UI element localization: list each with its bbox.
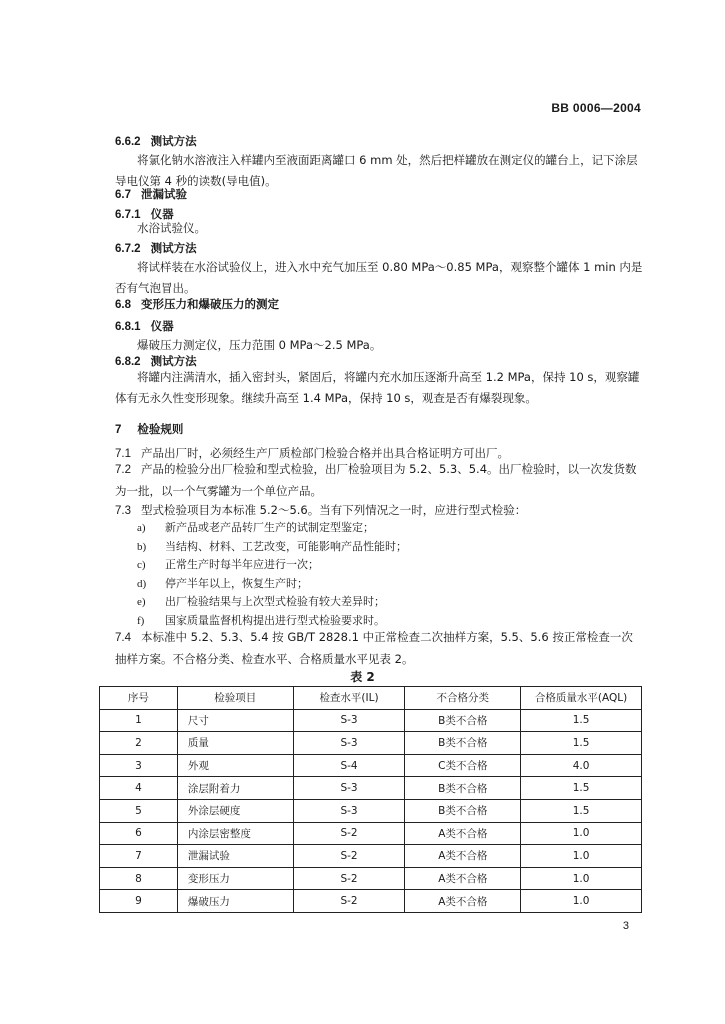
table-cell: S-4 bbox=[293, 754, 405, 777]
section-7-2: 7.2 产品的检验分出厂检验和型式检验，出厂检验项目为 5.2、5.3、5.4。出厂检验时，以一次发货数为一批，以一个气雾罐为一个单位产品。 bbox=[115, 462, 637, 498]
list-item: e) 出厂检验结果与上次型式检验有较大差异时； bbox=[137, 595, 385, 608]
table-cell: 4 bbox=[100, 777, 178, 800]
table-cell: 泄漏试验 bbox=[177, 845, 293, 868]
table-cell: 1.0 bbox=[521, 845, 642, 868]
table-row bbox=[100, 867, 642, 890]
list-item: d) 停产半年以上，恢复生产时； bbox=[137, 576, 308, 590]
table-cell: 2 bbox=[100, 732, 178, 755]
table-cell: 内涂层密整度 bbox=[177, 822, 293, 845]
table-cell: S-3 bbox=[293, 732, 405, 755]
table-cell: A类不合格 bbox=[405, 890, 521, 913]
section-6-8-2-heading: 6.8.2 测试方法 bbox=[115, 354, 197, 368]
table-cell: 1.5 bbox=[521, 777, 642, 800]
table-cell: 6 bbox=[100, 822, 178, 845]
table-row bbox=[100, 822, 642, 845]
header-cell: 序号 bbox=[100, 687, 178, 710]
table-cell: S-2 bbox=[293, 845, 405, 868]
header-cell: 检查水平(IL) bbox=[293, 687, 405, 710]
table-cell: 外涂层硬度 bbox=[177, 799, 293, 822]
table-cell: B类不合格 bbox=[405, 732, 521, 755]
table-cell: B类不合格 bbox=[405, 799, 521, 822]
table-cell: S-2 bbox=[293, 867, 405, 890]
table-cell: S-2 bbox=[293, 822, 405, 845]
section-7-3: 7.3 型式检验项目为本标准 5.2～5.6。当有下列情况之一时，应进行型式检验： bbox=[115, 503, 527, 517]
table-cell: 1.0 bbox=[521, 890, 642, 913]
table-cell: B类不合格 bbox=[405, 777, 521, 800]
table-header-row bbox=[100, 687, 642, 710]
page-number: 3 bbox=[622, 920, 629, 932]
table-row bbox=[100, 845, 642, 868]
table-cell: 1.5 bbox=[521, 732, 642, 755]
table-cell: A类不合格 bbox=[405, 867, 521, 890]
table-row bbox=[100, 732, 642, 755]
table-cell: A类不合格 bbox=[405, 822, 521, 845]
table-cell: 9 bbox=[100, 890, 178, 913]
table-cell: 涂层附着力 bbox=[177, 777, 293, 800]
table-cell: B类不合格 bbox=[405, 709, 521, 732]
list-item: f) 国家质量监督机构提出进行型式检验要求时。 bbox=[137, 613, 385, 627]
table-cell: 4.0 bbox=[521, 754, 642, 777]
header-cell: 合格质量水平(AQL) bbox=[521, 687, 642, 710]
list-item: a) 新产品或老产品转厂生产的试制定型鉴定； bbox=[137, 521, 374, 534]
section-6-8-1-body: 爆破压力测定仪，压力范围 0 MPa～2.5 MPa。 bbox=[137, 338, 382, 352]
table-cell: 1.0 bbox=[521, 822, 642, 845]
table-cell: S-3 bbox=[293, 709, 405, 732]
section-6-6-2-heading: 6.6.2 测试方法 bbox=[115, 134, 197, 148]
section-6-7-1-body: 水浴试验仪。 bbox=[137, 221, 206, 235]
list-item: c) 正常生产时每半年应进行一次； bbox=[137, 558, 319, 571]
table-cell: 变形压力 bbox=[177, 867, 293, 890]
table-caption: 表 2 bbox=[350, 670, 375, 684]
table-cell: 1 bbox=[100, 709, 178, 732]
section-6-7-2-heading: 6.7.2 测试方法 bbox=[115, 241, 197, 255]
inspection-table bbox=[99, 686, 642, 913]
section-6-7-1-heading: 6.7.1 仪器 bbox=[115, 207, 174, 221]
table-row bbox=[100, 754, 642, 777]
section-6-8-heading: 6.8 变形压力和爆破压力的测定 bbox=[115, 297, 279, 311]
table-cell: 爆破压力 bbox=[177, 890, 293, 913]
table-cell: 8 bbox=[100, 867, 178, 890]
section-6-8-2-body: 将罐内注满清水，插入密封头，紧固后，将罐内充水加压逐渐升高至 1.2 MPa，保持 10 s，观察罐体有无永久性变形现象。继续升高至 1.4 MPa，保持 10 s，观查是否有爆裂现象。 bbox=[115, 370, 640, 405]
header-cell: 不合格分类 bbox=[405, 687, 521, 710]
table-cell: 质量 bbox=[177, 732, 293, 755]
table-cell: S-2 bbox=[293, 890, 405, 913]
section-7-heading: 7 检验规则 bbox=[115, 422, 184, 436]
table-cell: C类不合格 bbox=[405, 754, 521, 777]
table-cell: 1.5 bbox=[521, 709, 642, 732]
table-row bbox=[100, 709, 642, 732]
table-row bbox=[100, 890, 642, 913]
section-7-4: 7.4 本标准中 5.2、5.3、5.4 按 GB/T 2828.1 中正常检查二次抽样方案，5.5、5.6 按正常检查一次抽样方案。不合格分类、检查水平、合格质量水平见表 2。 bbox=[115, 630, 633, 666]
table-cell: 尺寸 bbox=[177, 709, 293, 732]
list-item: b) 当结构、材料、工艺改变，可能影响产品性能时； bbox=[137, 539, 407, 553]
section-6-7-2-body: 将试样装在水浴试验仪上，进入水中充气加压至 0.80 MPa～0.85 MPa，观察整个罐体 1 min 内是否有气泡冒出。 bbox=[115, 260, 643, 295]
table-cell: 5 bbox=[100, 799, 178, 822]
section-7-1: 7.1 产品出厂时，必须经生产厂质检部门检验合格并出具合格证明方可出厂。 bbox=[115, 446, 509, 460]
section-6-8-1-heading: 6.8.1 仪器 bbox=[115, 319, 174, 333]
table-cell: 3 bbox=[100, 754, 178, 777]
section-6-6-2-body: 将氯化钠水溶液注入样罐内至液面距离罐口 6 mm 处，然后把样罐放在测定仪的罐台上，记下涂层导电仪第 4 秒的读数(导电值)。 bbox=[115, 153, 638, 188]
table-row bbox=[100, 777, 642, 800]
table-cell: 外观 bbox=[177, 754, 293, 777]
table-cell: S-3 bbox=[293, 777, 405, 800]
table-cell: 7 bbox=[100, 845, 178, 868]
table-cell: 1.0 bbox=[521, 867, 642, 890]
standard-code: BB 0006—2004 bbox=[551, 101, 641, 115]
table-cell: A类不合格 bbox=[405, 845, 521, 868]
table-cell: S-3 bbox=[293, 799, 405, 822]
header-cell: 检验项目 bbox=[177, 687, 293, 710]
table-row bbox=[100, 799, 642, 822]
table-cell: 1.5 bbox=[521, 799, 642, 822]
section-6-7-heading: 6.7 泄漏试验 bbox=[115, 187, 187, 201]
